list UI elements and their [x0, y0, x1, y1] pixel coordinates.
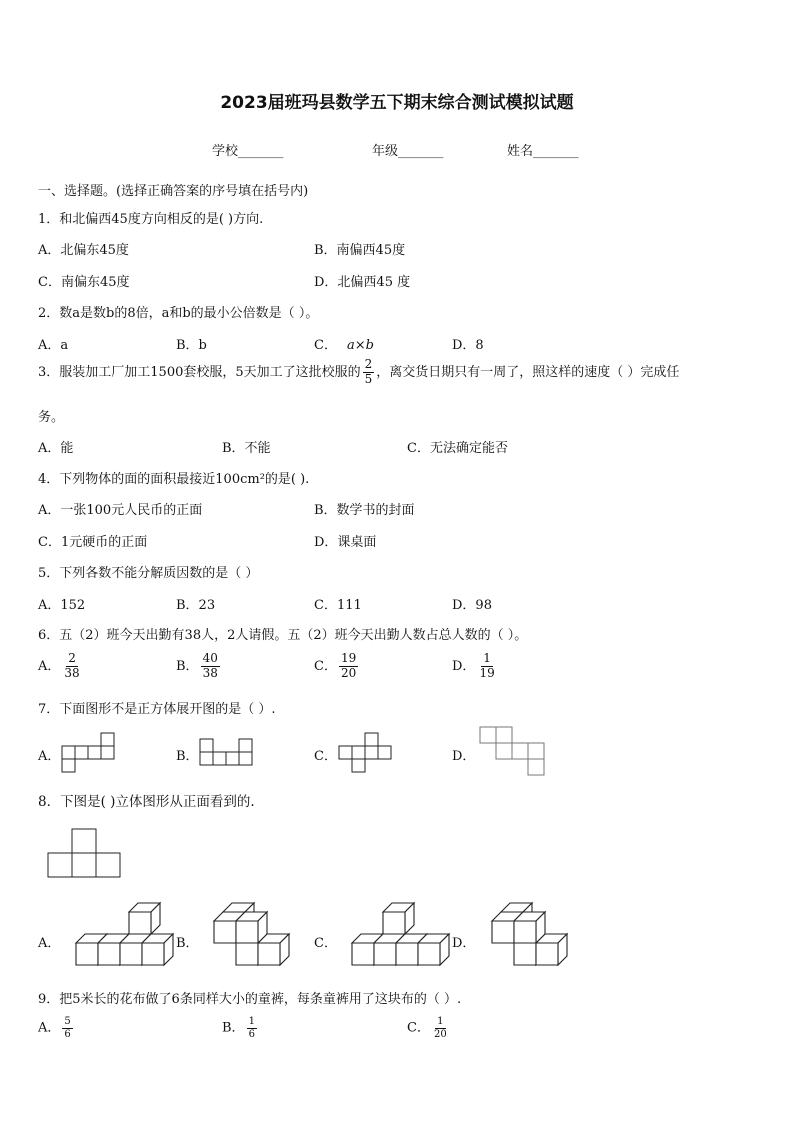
q3-fraction: $\frac{2}{5}$	[364, 357, 373, 386]
q2-option-b[interactable]: B．b	[176, 338, 207, 353]
q5-stem: 5．下列各数不能分解质因数的是（ ）	[38, 566, 259, 581]
page-title: 2023届班玛县数学五下期末综合测试模拟试题	[220, 93, 574, 113]
q8-front-view	[48, 829, 123, 879]
q7-net-c	[339, 733, 399, 773]
q2-option-c[interactable]: C． a×b	[314, 338, 374, 353]
q2-c-expression: a×b	[346, 338, 374, 353]
q4-stem: 4．下列物体的面的面积最接近100cm²的是( ).	[38, 472, 310, 487]
q8-option-c[interactable]: C．	[314, 936, 337, 951]
q3-option-c[interactable]: C．无法确定能否	[407, 441, 508, 456]
school-field[interactable]: 学校_______	[212, 144, 284, 159]
q7-stem: 7．下面图形不是正方体展开图的是（ ）.	[38, 702, 276, 717]
q3-option-a[interactable]: A．能	[38, 441, 74, 456]
q4-option-b[interactable]: B．数学书的封面	[314, 503, 415, 518]
q7-option-d[interactable]: D．	[452, 749, 476, 764]
q3-option-b[interactable]: B．不能	[222, 441, 271, 456]
section-heading: 一、选择题。(选择正确答案的序号填在括号内)	[38, 184, 309, 199]
grade-field[interactable]: 年级_______	[372, 144, 444, 159]
q8-cubes-c	[346, 905, 446, 970]
q3-stem: 3．服装加工厂加工1500套校服，5天加工了这批校服的 $\frac{2}{5}$ ，离交货日期只有一周了，照这样的速度（ ）完成任	[38, 357, 680, 386]
q2-stem: 2．数a是数b的8倍，a和b的最小公倍数是（ ）。	[38, 306, 319, 321]
name-field[interactable]: 姓名_______	[507, 144, 579, 159]
q8-cubes-d	[486, 905, 586, 970]
q7-option-c[interactable]: C．	[314, 749, 337, 764]
q9-option-b[interactable]: B． $\frac{1}{6}$	[222, 1016, 255, 1040]
q6-option-a[interactable]: A． $\frac{2}{38}$	[38, 651, 80, 680]
q9-option-a[interactable]: A． $\frac{5}{6}$	[38, 1016, 71, 1040]
q8-stem: 8．下图是( )立体图形从正面看到的.	[38, 794, 255, 810]
q8-option-b[interactable]: B．	[176, 936, 199, 951]
q8-option-a[interactable]: A．	[38, 936, 61, 951]
q5-option-b[interactable]: B．23	[176, 598, 216, 613]
cube	[383, 903, 414, 934]
q2-option-d[interactable]: D．8	[452, 338, 484, 353]
q5-option-c[interactable]: C．111	[314, 598, 362, 613]
q7-net-b	[200, 739, 260, 769]
cube	[236, 912, 267, 943]
cube	[418, 934, 449, 965]
q7-net-a	[62, 733, 122, 773]
q9-stem: 9．把5米长的花布做了6条同样大小的童裤，每条童裤用了这块布的（ ）.	[38, 992, 462, 1007]
q1-stem: 1．和北偏西45度方向相反的是( )方向.	[38, 212, 264, 227]
q8-option-d[interactable]: D．	[452, 936, 476, 951]
q3-stem-continued: 务。	[38, 410, 65, 425]
q6-option-c[interactable]: C． $\frac{19}{20}$	[314, 651, 357, 680]
q5-option-a[interactable]: A．152	[38, 598, 86, 613]
q4-option-d[interactable]: D．课桌面	[314, 535, 377, 550]
q5-option-d[interactable]: D．98	[452, 598, 492, 613]
q1-option-d[interactable]: D．北偏西45 度	[314, 275, 411, 290]
q7-option-a[interactable]: A．	[38, 749, 61, 764]
q8-cubes-b	[208, 905, 303, 970]
q6-option-d[interactable]: D． $\frac{1}{19}$	[452, 651, 495, 680]
cube	[142, 934, 173, 965]
q9-option-c[interactable]: C． $\frac{1}{20}$	[407, 1016, 447, 1040]
q1-option-b[interactable]: B．南偏西45度	[314, 243, 406, 258]
q2-option-a[interactable]: A．a	[38, 338, 69, 353]
q1-option-c[interactable]: C．南偏东45度	[38, 275, 130, 290]
q1-option-a[interactable]: A．北偏东45度	[38, 243, 129, 258]
q4-option-a[interactable]: A．一张100元人民币的正面	[38, 503, 203, 518]
q7-option-b[interactable]: B．	[176, 749, 199, 764]
cube	[129, 903, 160, 934]
q6-stem: 6．五（2）班今天出勤有38人，2人请假。五（2）班今天出勤人数占总人数的（ ）。	[38, 628, 528, 643]
cube	[514, 912, 545, 943]
q4-option-c[interactable]: C．1元硬币的正面	[38, 535, 148, 550]
q8-cubes-a	[70, 905, 165, 970]
q7-net-d	[480, 727, 550, 779]
q6-option-b[interactable]: B． $\frac{40}{38}$	[176, 651, 218, 680]
